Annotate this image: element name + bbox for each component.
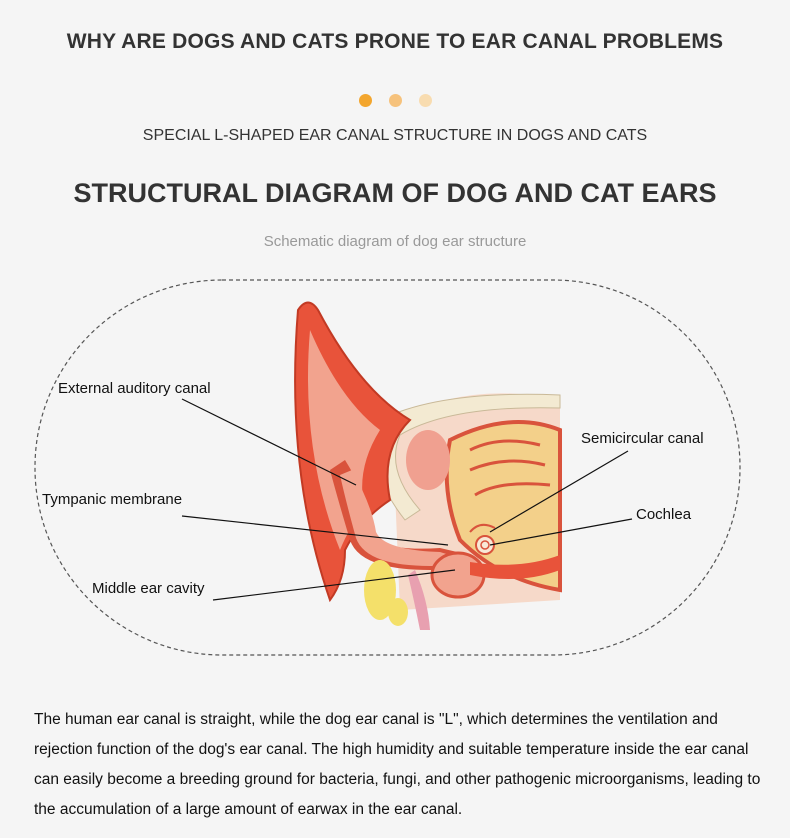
tissue-blob (406, 430, 450, 490)
dot-1 (359, 94, 372, 107)
label-tympanic-membrane: Tympanic membrane (42, 491, 183, 508)
section-title: STRUCTURAL DIAGRAM OF DOG AND CAT EARS (73, 178, 717, 208)
label-cochlea: Cochlea (636, 506, 692, 523)
label-external-auditory-canal: External auditory canal (58, 380, 211, 397)
subtitle: SPECIAL L-SHAPED EAR CANAL STRUCTURE IN DOGS AND CATS (142, 127, 648, 144)
ear-diagram (0, 270, 790, 670)
page-title: WHY ARE DOGS AND CATS PRONE TO EAR CANAL PROBLEMS (66, 30, 724, 53)
label-semicircular-canal: Semicircular canal (581, 430, 704, 447)
label-middle-ear-cavity: Middle ear cavity (92, 580, 205, 597)
dot-3 (419, 94, 432, 107)
fat-tissue-2 (388, 598, 408, 626)
diagram-caption: Schematic diagram of dog ear structure (263, 233, 527, 250)
decorative-dots (0, 94, 790, 107)
body-paragraph: The human ear canal is straight, while the dog ear canal is "L", which determines the ventilation and rejection function of the dog's ear canal. The high humidity and suitable temperature inside the ear canal can easily become a breeding ground for bacteria, fungi, and other pathogenic microorganisms, leading to the accumulation of a large amount of earwax in the ear canal. (34, 711, 761, 818)
ear-diagram-svg (0, 270, 790, 670)
dot-2 (389, 94, 402, 107)
